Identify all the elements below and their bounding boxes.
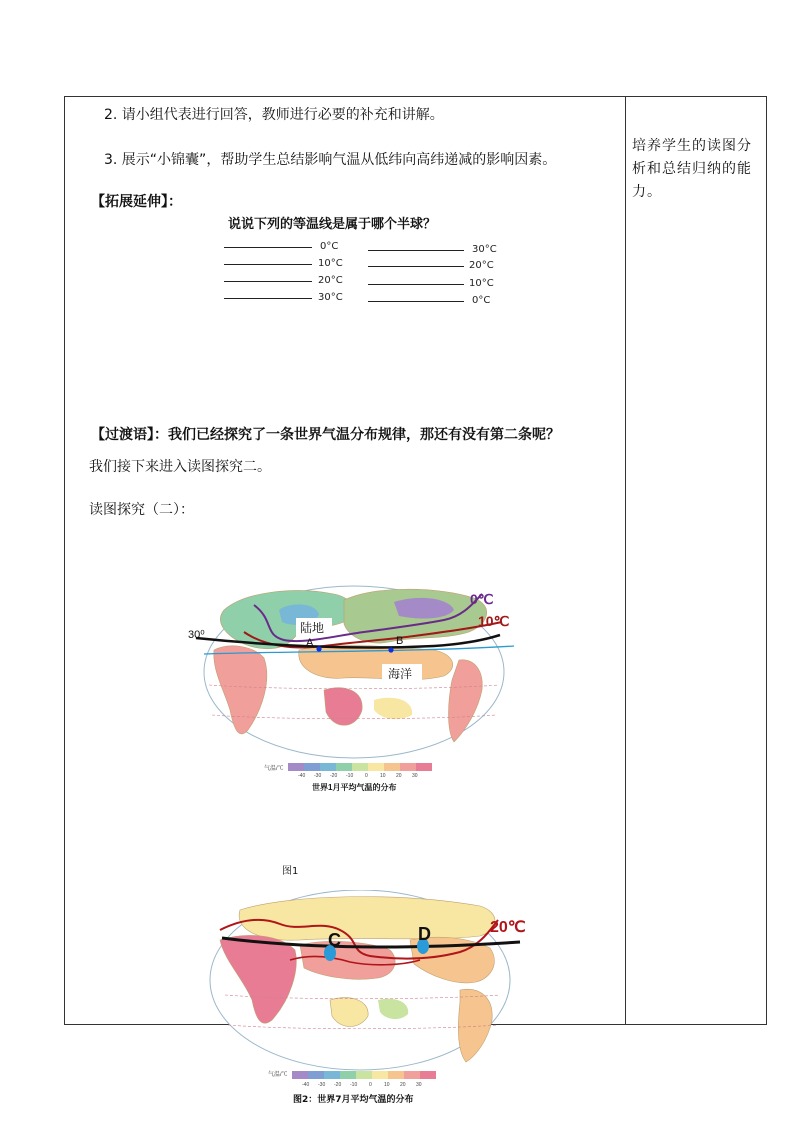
side-note: 培养学生的读图分析和总结归纳的能力。	[632, 138, 752, 200]
point-b-label: B	[396, 635, 404, 647]
extension-heading: 【拓展延伸】：	[91, 194, 182, 210]
svg-text:-10: -10	[350, 1082, 358, 1088]
svg-text:-40: -40	[298, 773, 306, 779]
svg-text:0: 0	[369, 1082, 372, 1088]
label-10c: 10℃	[478, 613, 510, 629]
left-isotherm-label: 0°C	[320, 241, 339, 252]
label-30-latitude: 30⁰	[188, 629, 205, 641]
svg-text:30: 30	[412, 773, 418, 779]
figure-2-caption: 图2：世界7月平均气温的分布	[293, 1095, 414, 1105]
svg-text:20: 20	[396, 773, 402, 779]
svg-text:-20: -20	[330, 773, 338, 779]
point-a-label: A	[306, 637, 314, 649]
step-3-text: 3. 展示“小锦囊”，帮助学生总结影响气温从低纬向高纬递减的影响因素。	[104, 152, 557, 168]
label-land: 陆地	[300, 621, 325, 635]
svg-text:-30: -30	[318, 1082, 326, 1088]
label-0c: 0℃	[470, 591, 494, 607]
transition-line-1: 【过渡语】：我们已经探究了一条世界气温分布规律，那还有没有第二条呢？	[91, 427, 560, 443]
right-isotherm-line	[368, 284, 464, 285]
step-2-text: 2. 请小组代表进行回答，教师进行必要的补充和讲解。	[104, 107, 444, 123]
explore-heading: 读图探究（二）：	[89, 502, 194, 518]
svg-text:0: 0	[365, 773, 368, 779]
svg-text:10: 10	[380, 773, 386, 779]
hemisphere-question: 说说下列的等温线是属于哪个半球？	[228, 217, 437, 232]
svg-text:-40: -40	[302, 1082, 310, 1088]
legend-label: 气温/℃	[268, 1072, 288, 1078]
right-isotherm-line	[368, 301, 464, 302]
legend-label: 气温/℃	[264, 766, 284, 772]
point-c-label: C	[328, 930, 341, 950]
right-isotherm-line	[368, 250, 464, 251]
map1-title: 世界1月平均气温的分布	[312, 783, 397, 792]
right-isotherm-label: 30°C	[472, 244, 497, 255]
left-isotherm-label: 20°C	[318, 275, 343, 286]
transition-line-2: 我们接下来进入读图探究二。	[89, 459, 271, 475]
figure-1-caption: 图1	[282, 866, 299, 877]
label-20c: 20℃	[490, 919, 526, 936]
left-isotherm-line	[224, 264, 312, 265]
svg-text:-30: -30	[314, 773, 322, 779]
january-temperature-map	[184, 580, 524, 795]
svg-text:-20: -20	[334, 1082, 342, 1088]
legend-swatches	[288, 763, 432, 771]
svg-text:-10: -10	[346, 773, 354, 779]
right-isotherm-label: 10°C	[469, 278, 494, 289]
right-isotherm-label: 0°C	[472, 295, 491, 306]
july-temperature-map	[200, 890, 545, 1090]
svg-text:10: 10	[384, 1082, 390, 1088]
point-d-label: D	[418, 924, 431, 944]
label-ocean: 海洋	[388, 667, 413, 681]
table-column-divider	[625, 96, 626, 1025]
left-isotherm-line	[224, 247, 312, 248]
right-isotherm-line	[368, 266, 464, 267]
svg-text:20: 20	[400, 1082, 406, 1088]
right-isotherm-label: 20°C	[469, 260, 494, 271]
left-isotherm-line	[224, 281, 312, 282]
lesson-table	[64, 96, 767, 1025]
left-isotherm-line	[224, 298, 312, 299]
left-isotherm-label: 10°C	[318, 258, 343, 269]
left-isotherm-label: 30°C	[318, 292, 343, 303]
svg-text:30: 30	[416, 1082, 422, 1088]
legend-swatches	[292, 1071, 436, 1079]
